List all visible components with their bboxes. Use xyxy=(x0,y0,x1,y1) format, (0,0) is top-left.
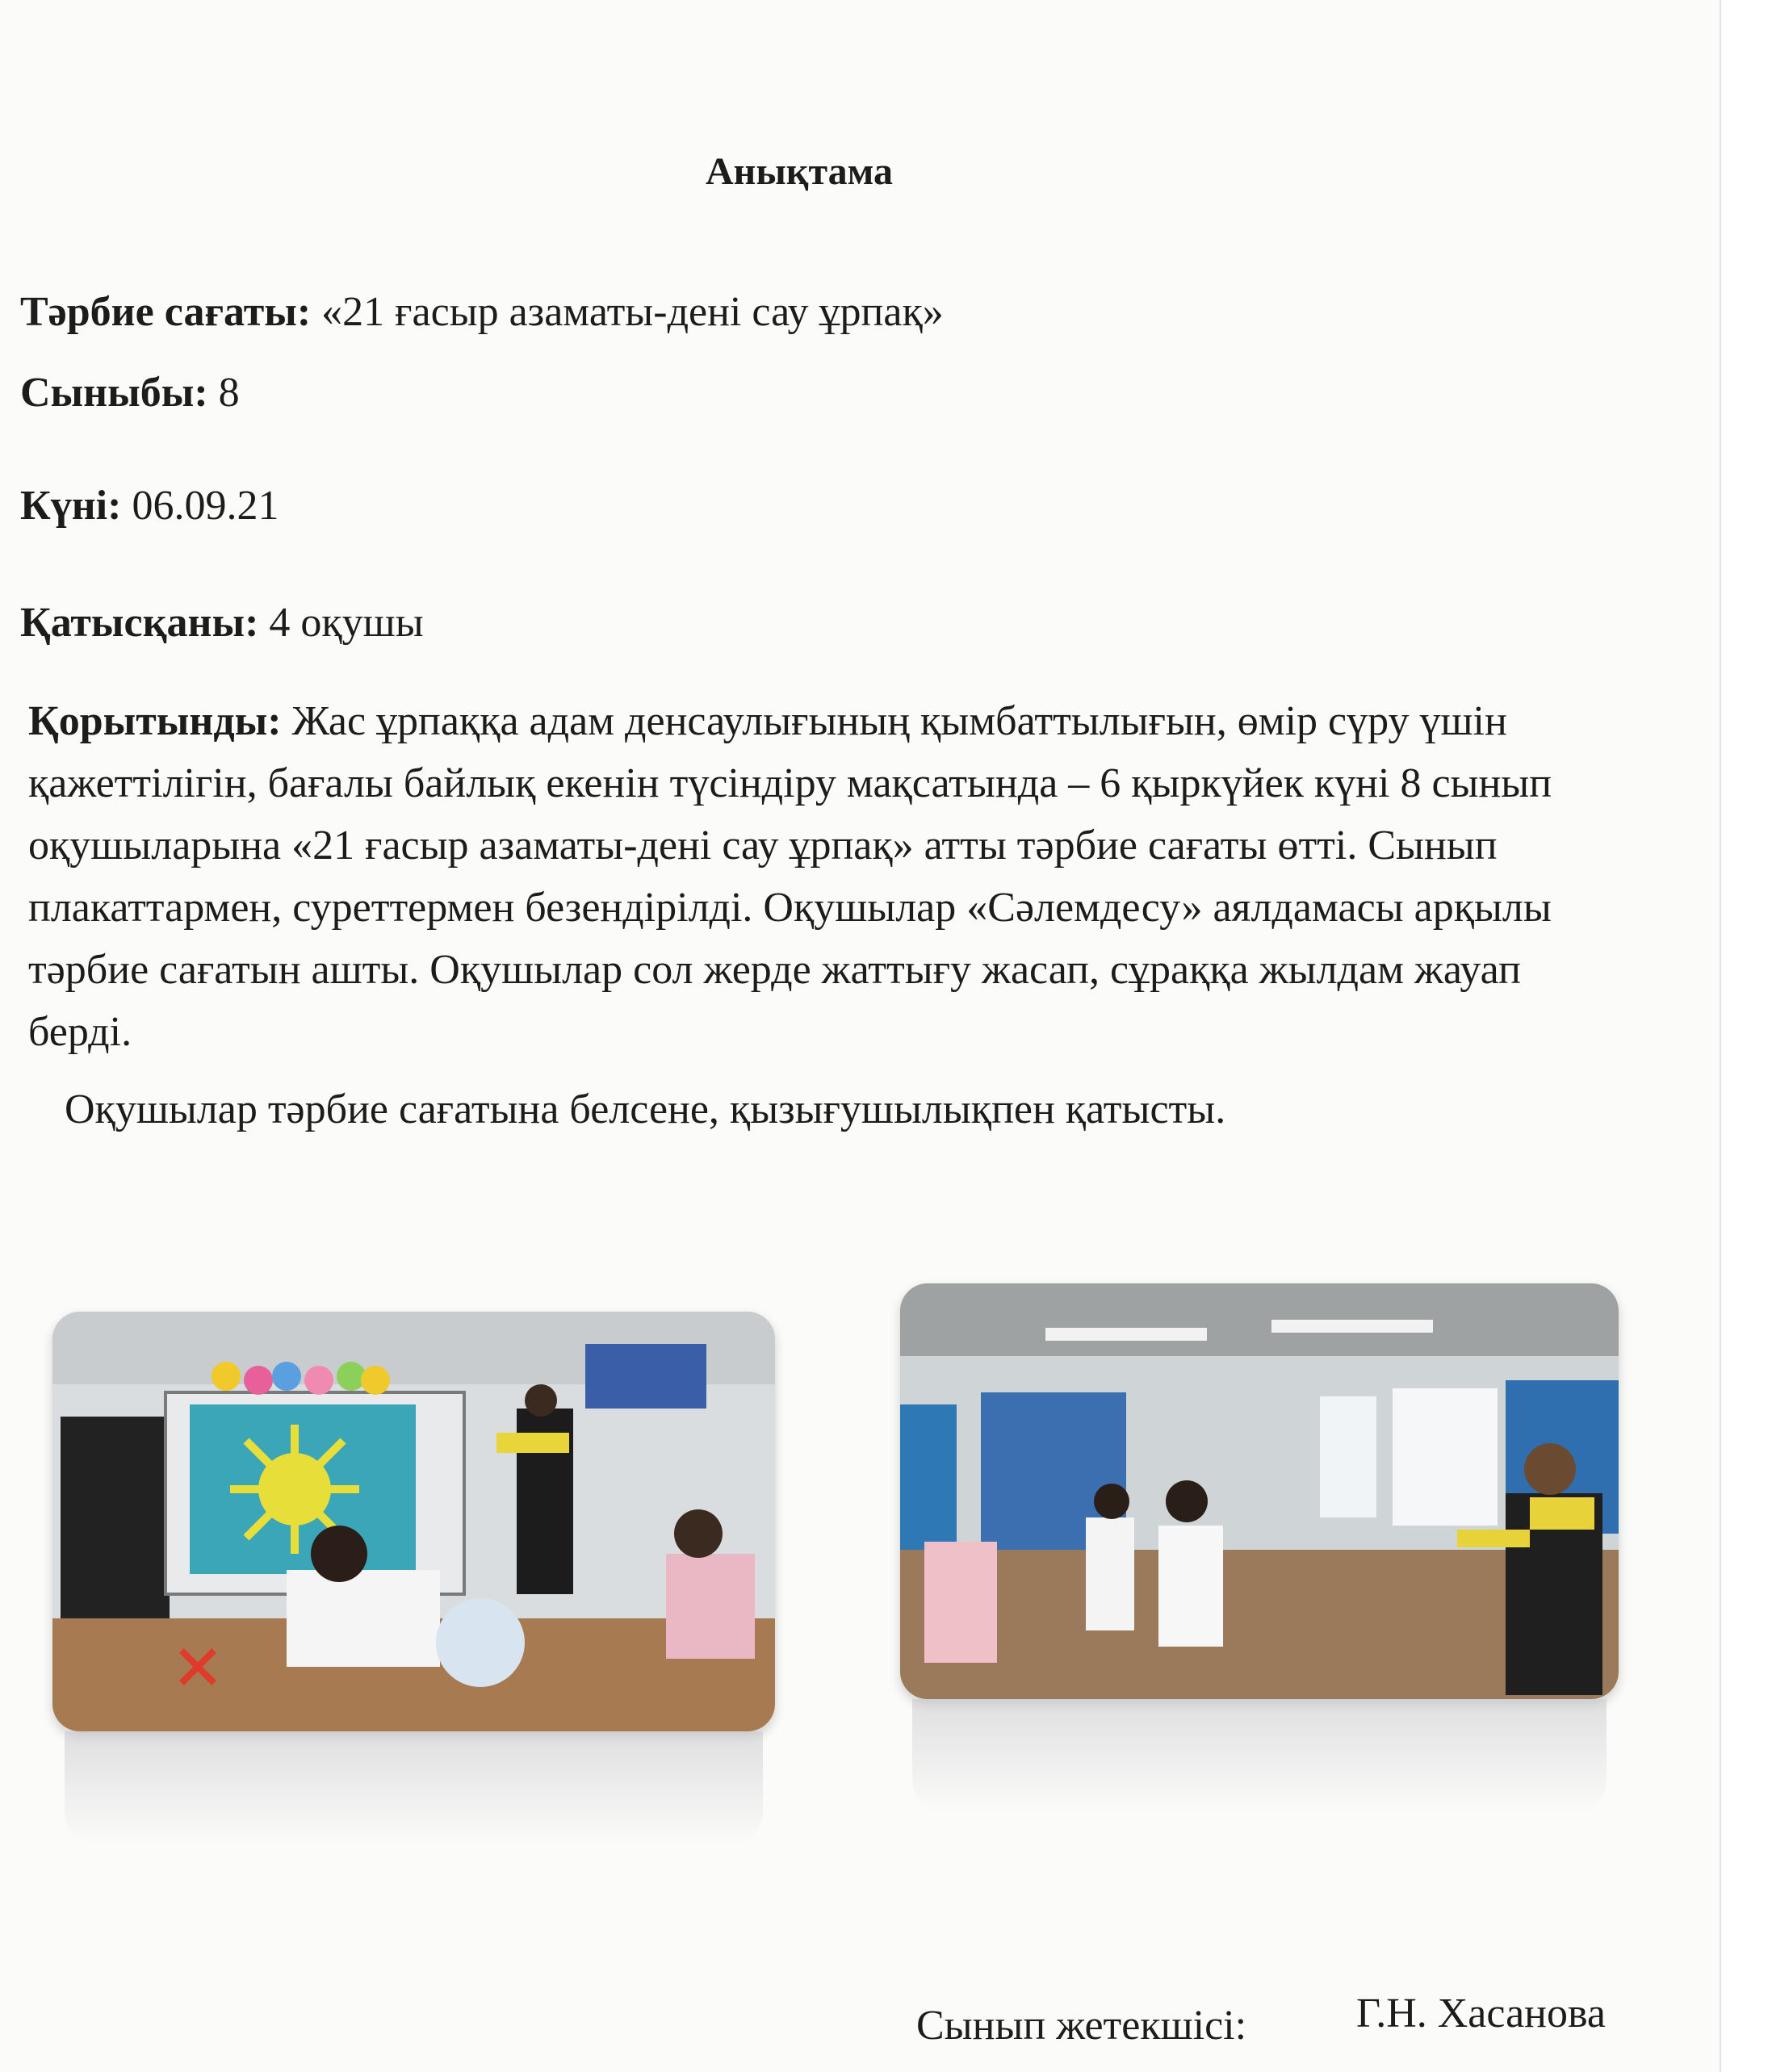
attended-field xyxy=(20,597,424,649)
conclusion-text: Жас ұрпаққа адам денсаулығының қымбаттылығын, өмір сүру үшін қажеттілігін, бағалы байлық екенін түсіндіру мақсатында – 6 қыркүйек күні 8 сынып оқушыларына «21 ғасыр азаматы-дені сау ұрпақ» атты тәрбие сағаты өтті. Сынып плакаттармен, суреттермен безендірілді. Оқушылар «Сәлемдесу» аялдамасы арқылы тәрбие сағатын ашты. Оқушылар сол жерде жаттығу жасап, сұраққа жылдам жауап берді. xyxy=(28,698,1552,1055)
photo-reflection xyxy=(65,1731,763,1844)
class-field xyxy=(20,367,240,419)
classroom-photo-presentation xyxy=(52,1312,775,1731)
event-field xyxy=(20,287,944,338)
closing-paragraph: Оқушылар тәрбие сағатына белсене, қызығушылықпен қатысты. xyxy=(65,1086,1226,1132)
date-field xyxy=(20,480,279,532)
class-label: Сыныбы: xyxy=(20,370,208,416)
attended-value: 4 оқушы xyxy=(269,600,424,646)
date-value: 06.09.21 xyxy=(132,483,279,529)
event-value: «21 ғасыр азаматы-дені сау ұрпақ» xyxy=(321,289,944,335)
date-label: Күні: xyxy=(20,483,122,529)
conclusion-label: Қорытынды: xyxy=(28,698,282,744)
class-value: 8 xyxy=(218,370,240,416)
photo-reflection xyxy=(912,1699,1607,1812)
signature-name: Г.Н. Хасанова xyxy=(1356,1990,1606,2036)
event-label: Тәрбие сағаты: xyxy=(20,289,312,335)
conclusion-paragraph xyxy=(28,690,1594,1063)
attended-label: Қатысқаны: xyxy=(20,600,259,646)
document-title: Анықтама xyxy=(706,150,893,193)
classroom-photo-exercise xyxy=(900,1283,1619,1699)
page-edge xyxy=(1720,0,1772,2072)
signature-role: Сынып жетекшісі: xyxy=(916,2003,1247,2049)
